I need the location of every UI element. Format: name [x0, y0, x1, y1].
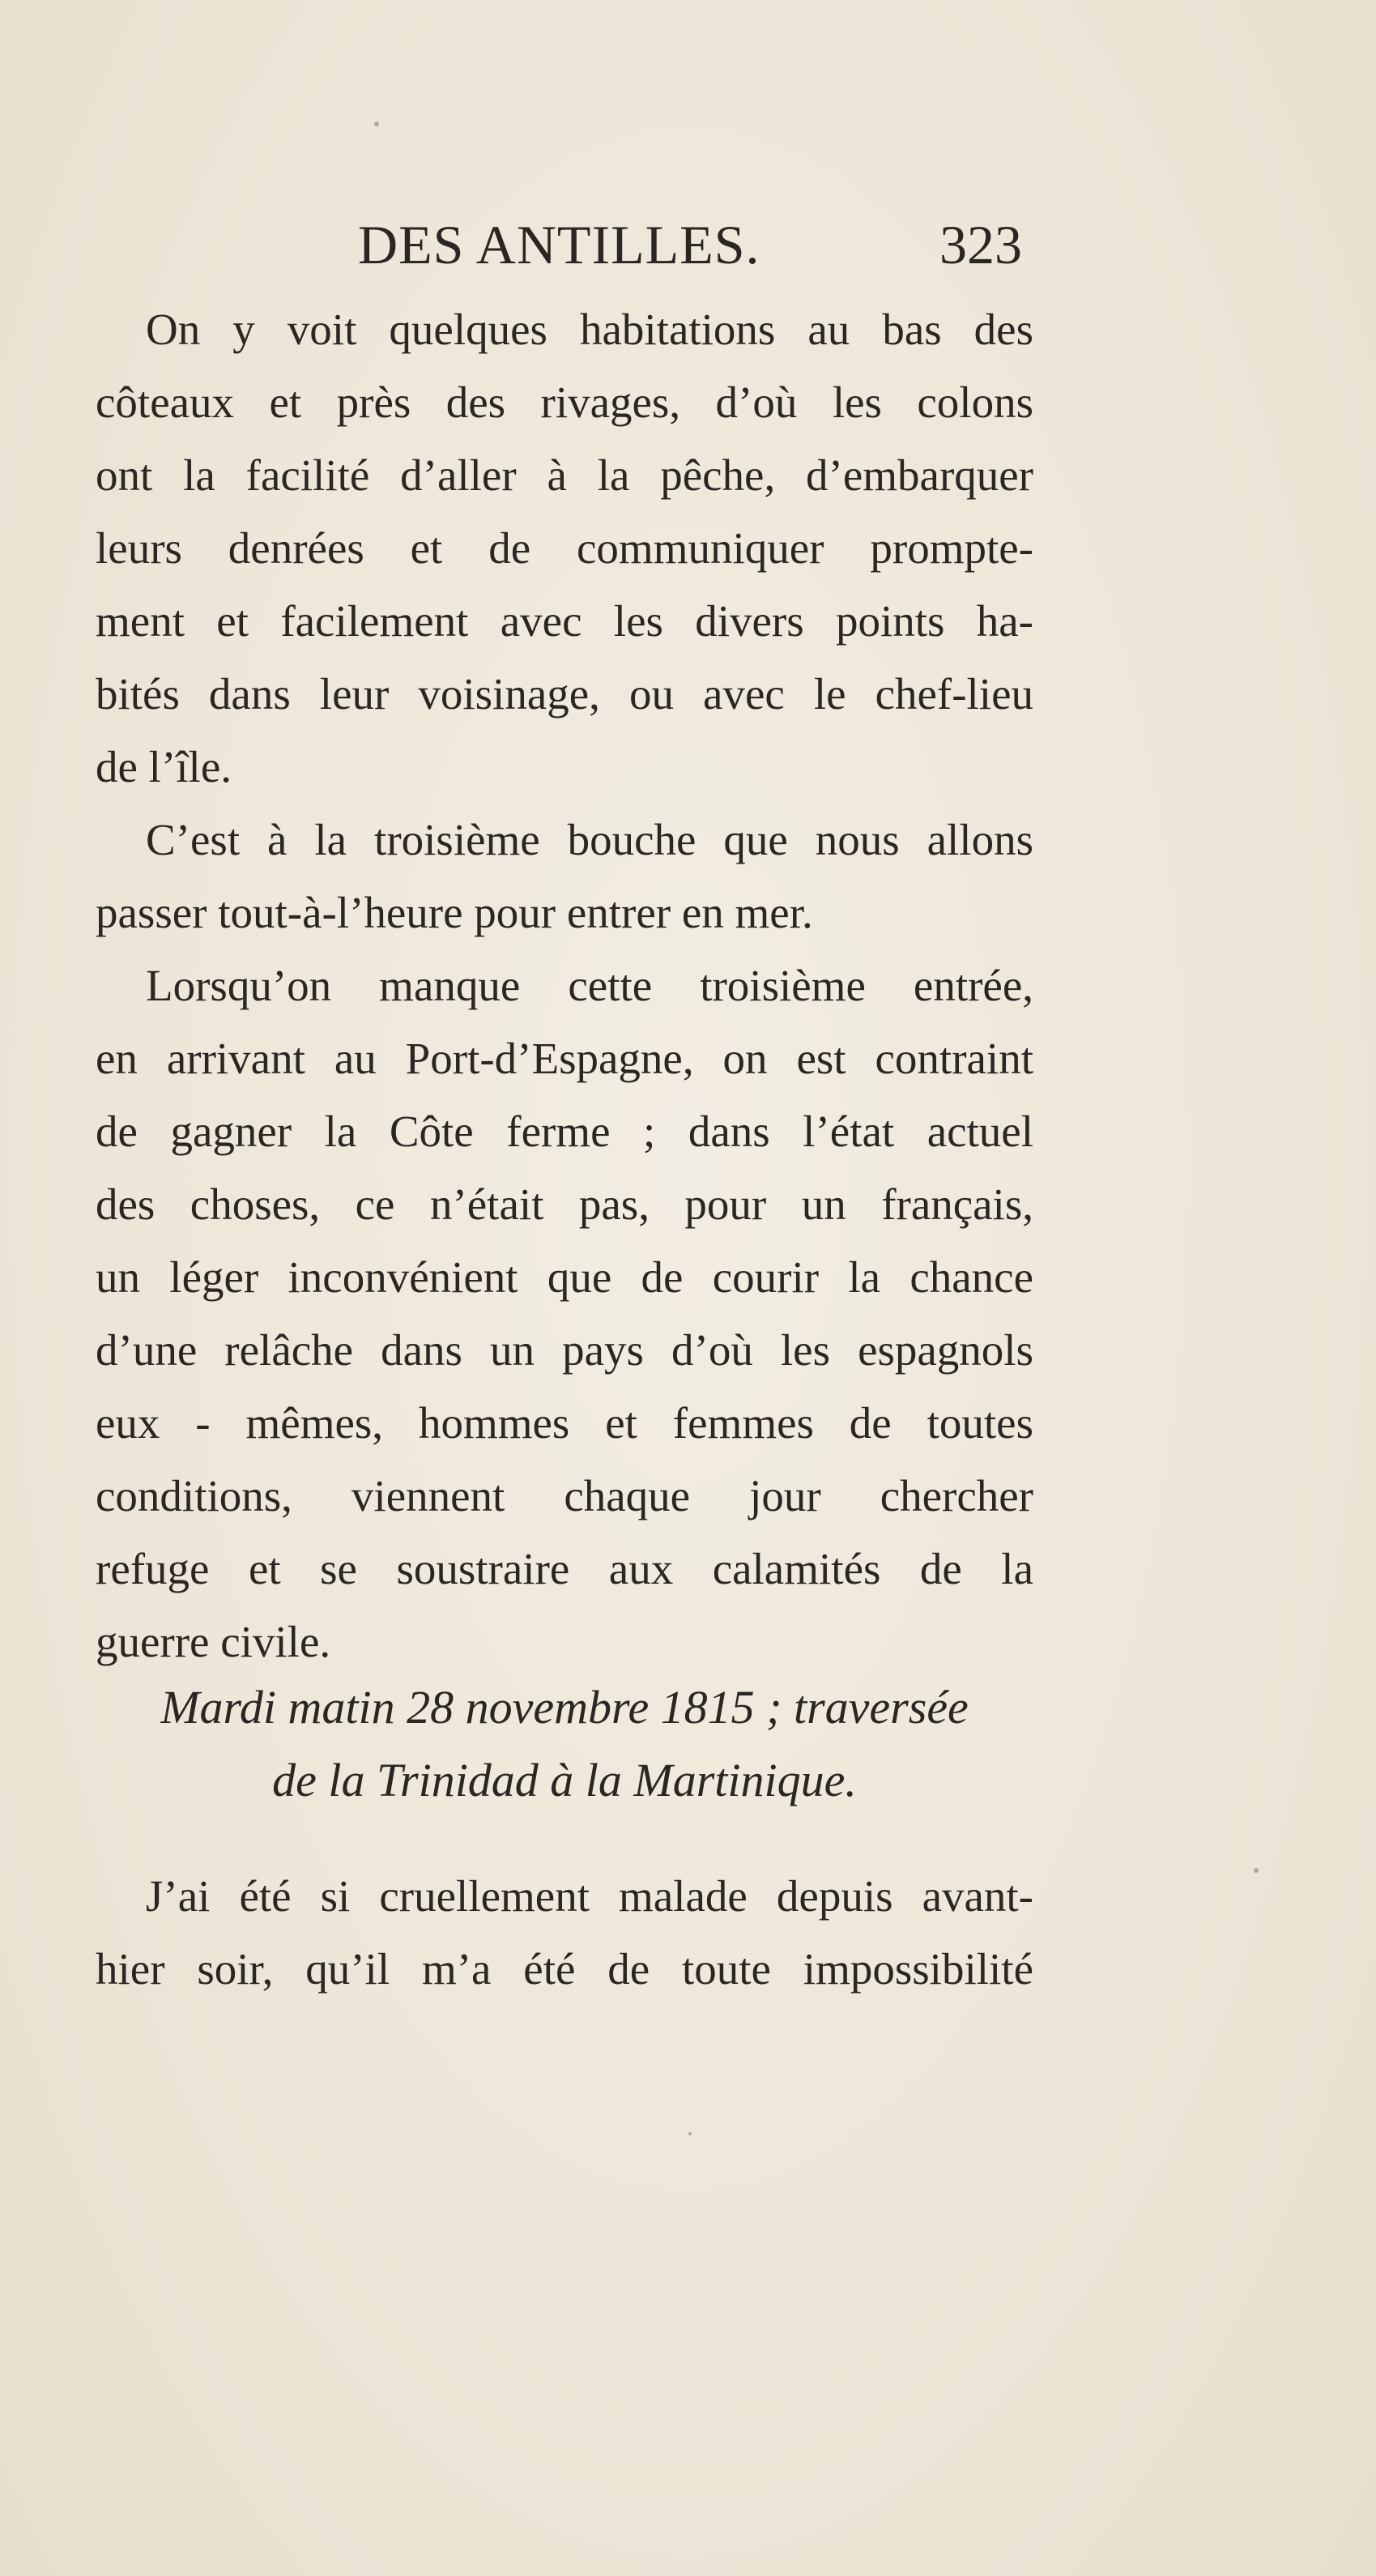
section-heading	[96, 1671, 1033, 1817]
paper-speck	[688, 2132, 692, 2135]
page-header	[0, 212, 1376, 285]
text-line: refuge et se soustraire aux calamités de la	[96, 1544, 1033, 1593]
text-line: de gagner la Côte ferme ; dans l’état actuel	[96, 1107, 1033, 1156]
body-text	[96, 293, 1033, 1678]
text-line: On y voit quelques habitations au bas des	[146, 305, 1033, 354]
text-line: guerre civile.	[96, 1617, 331, 1666]
text-line: des choses, ce n’était pas, pour un français,	[96, 1179, 1033, 1229]
paper-speck	[1254, 1868, 1259, 1873]
text-line: en arrivant au Port-d’Espagne, on est contraint	[96, 1034, 1033, 1083]
text-line: ment et facilement avec les divers points ha-	[96, 596, 1033, 646]
text-line: J’ai été si cruellement malade depuis avant-	[146, 1871, 1033, 1921]
text-line: conditions, viennent chaque jour chercher	[96, 1471, 1033, 1520]
text-line: d’une relâche dans un pays d’où les espagnols	[96, 1325, 1033, 1375]
running-title: DES ANTILLES.	[358, 214, 760, 275]
body-text-continued	[96, 1860, 1033, 2006]
text-line: côteaux et près des rivages, d’où les colons	[96, 377, 1033, 427]
text-line: Lorsqu’on manque cette troisième entrée,	[146, 961, 1033, 1010]
text-line: passer tout-à-l’heure pour entrer en mer.	[96, 888, 813, 937]
heading-line: de la Trinidad à la Martinique.	[272, 1754, 857, 1806]
text-line: ont la facilité d’aller à la pêche, d’embarquer	[96, 450, 1033, 500]
paper-speck	[374, 122, 379, 126]
text-line: de l’île.	[96, 742, 232, 791]
text-line: C’est à la troisième bouche que nous allons	[146, 815, 1033, 864]
text-line: hier soir, qu’il m’a été de toute impossibilité	[96, 1944, 1033, 1994]
text-line: bités dans leur voisinage, ou avec le chef-lieu	[96, 669, 1033, 719]
text-line: leurs denrées et de communiquer prompte-	[96, 523, 1033, 573]
page-number: 323	[939, 214, 1022, 275]
heading-line: Mardi matin 28 novembre 1815 ; traversée	[160, 1681, 969, 1734]
text-line: un léger inconvénient que de courir la chance	[96, 1252, 1033, 1302]
text-line: eux - mêmes, hommes et femmes de toutes	[96, 1398, 1033, 1448]
